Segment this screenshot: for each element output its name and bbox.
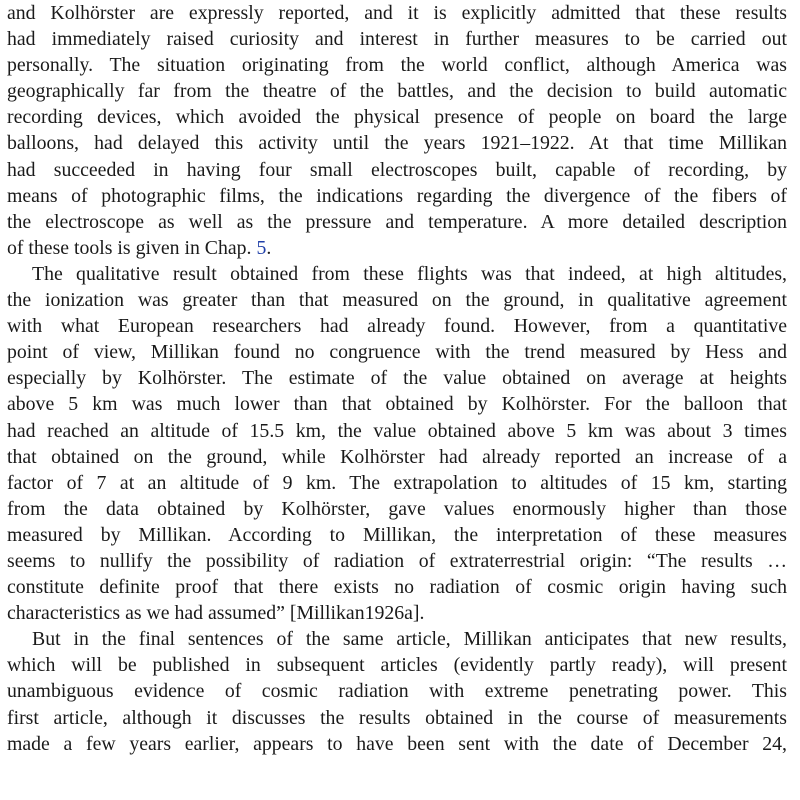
text-fragment: . (266, 236, 272, 259)
paragraph-3 (7, 626, 787, 756)
paragraph-1 (7, 0, 787, 261)
text-line: geographically far from the theatre of the battles, and the decision to build automatic (7, 80, 787, 103)
text-line: The qualitative result obtained from these flights was that indeed, at high altitudes, (32, 262, 787, 285)
paragraph-2 (7, 261, 787, 626)
text-line: especially by Kolhörster. The estimate of the value obtained on average at heights (7, 367, 787, 390)
text-line: measured by Millikan. According to Millikan, the interpretation of these measures (7, 523, 787, 546)
text-line: which will be published in subsequent articles (evidently partly ready), will present (7, 654, 787, 677)
text-line: had succeeded in having four small electroscopes built, capable of recording, by (7, 158, 787, 181)
text-line: made a few years earlier, appears to have been sent with the date of December 24, (7, 732, 787, 755)
text-line: characteristics as we had assumed” [Millikan1926a]. (7, 602, 425, 625)
text-line: and Kolhörster are expressly reported, and it is explicitly admitted that these results (7, 2, 787, 24)
text-line: the ionization was greater than that measured on the ground, in qualitative agreement (7, 289, 787, 312)
text-line: that obtained on the ground, while Kolhörster had already reported an increase of a (7, 445, 787, 468)
text-line: unambiguous evidence of cosmic radiation with extreme penetrating power. This (7, 680, 787, 703)
text-line: balloons, had delayed this activity until the years 1921–1922. At that time Millikan (7, 132, 787, 155)
text-line (7, 235, 787, 261)
text-line: from the data obtained by Kolhörster, gave values enormously higher than those (7, 497, 787, 520)
chapter-link[interactable]: 5 (256, 236, 267, 259)
text-fragment: of these tools is given in Chap. (7, 236, 257, 259)
text-line: personally. The situation originating from the world conflict, although America was (7, 54, 787, 77)
text-line: with what European researchers had already found. However, from a quantitative (7, 315, 787, 338)
text-line: first article, although it discusses the results obtained in the course of measurements (7, 706, 787, 729)
text-line: above 5 km was much lower than that obtained by Kolhörster. For the balloon that (7, 393, 787, 416)
text-line: point of view, Millikan found no congruence with the trend measured by Hess and (7, 341, 787, 364)
text-line: recording devices, which avoided the physical presence of people on board the large (7, 106, 787, 129)
text-line: had immediately raised curiosity and interest in further measures to be carried out (7, 28, 787, 51)
text-line: had reached an altitude of 15.5 km, the value obtained above 5 km was about 3 times (7, 419, 787, 442)
text-line: But in the final sentences of the same article, Millikan anticipates that new results, (32, 628, 787, 651)
text-line: seems to nullify the possibility of radiation of extraterrestrial origin: “The results … (7, 549, 787, 572)
text-line: factor of 7 at an altitude of 9 km. The extrapolation to altitudes of 15 km, starting (7, 471, 787, 494)
document-page (7, 0, 787, 757)
text-line: the electroscope as well as the pressure and temperature. A more detailed description (7, 210, 787, 233)
text-line: means of photographic films, the indications regarding the divergence of the fibers of (7, 184, 787, 207)
text-line: constitute definite proof that there exists no radiation of cosmic origin having such (7, 576, 787, 599)
